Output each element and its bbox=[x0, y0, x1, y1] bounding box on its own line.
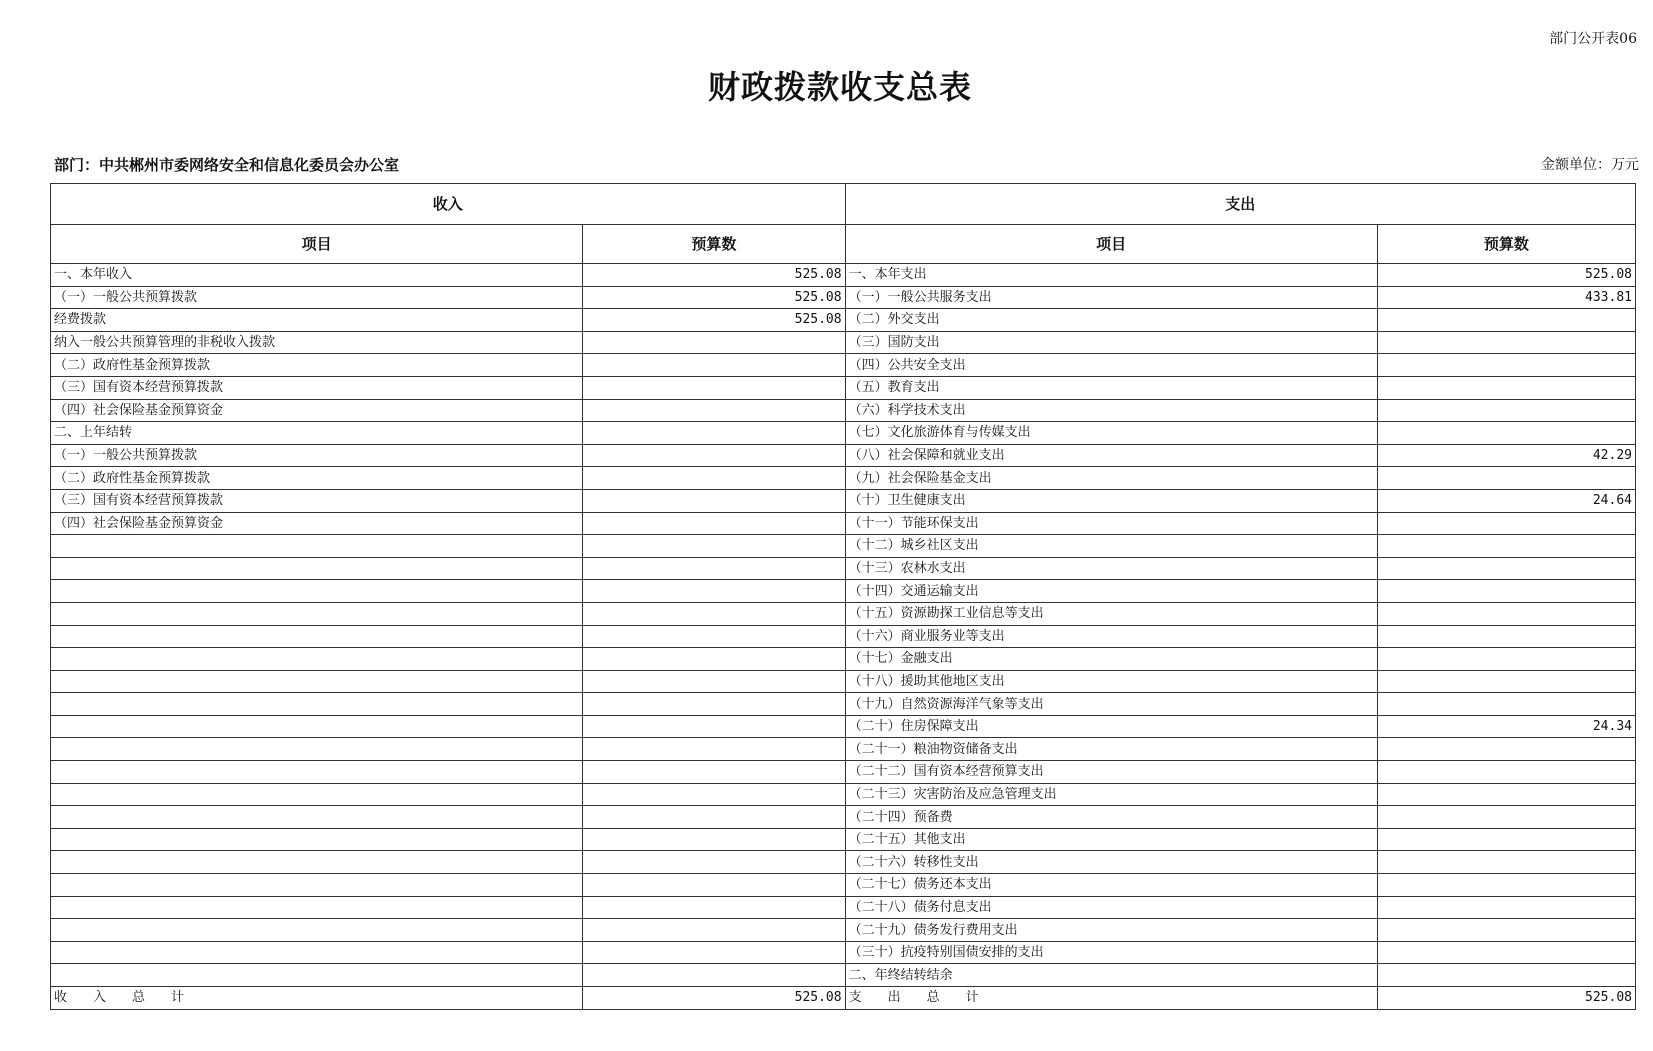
income-item-cell bbox=[51, 535, 583, 558]
expense-budget-cell bbox=[1377, 919, 1635, 942]
income-budget-cell bbox=[583, 896, 845, 919]
expense-item-cell: （二）外交支出 bbox=[845, 309, 1377, 332]
expense-item-cell: （八）社会保障和就业支出 bbox=[845, 444, 1377, 467]
income-budget-cell bbox=[583, 806, 845, 829]
expense-budget-cell bbox=[1377, 738, 1635, 761]
income-item-cell bbox=[51, 851, 583, 874]
expense-item-cell: （二十九）债务发行费用支出 bbox=[845, 919, 1377, 942]
expense-budget-cell: 525.08 bbox=[1377, 264, 1635, 287]
expense-budget-cell bbox=[1377, 828, 1635, 851]
expense-item-cell: 二、年终结转结余 bbox=[845, 964, 1377, 987]
expense-budget-cell bbox=[1377, 602, 1635, 625]
income-budget-cell bbox=[583, 964, 845, 987]
expense-total-value: 525.08 bbox=[1377, 987, 1635, 1010]
expense-budget-cell: 24.64 bbox=[1377, 489, 1635, 512]
table-row bbox=[51, 874, 1636, 897]
table-number: 部门公开表06 bbox=[1549, 31, 1637, 47]
expense-budget-cell bbox=[1377, 874, 1635, 897]
table-row bbox=[51, 489, 1636, 512]
expense-item-cell: （二十二）国有资本经营预算支出 bbox=[845, 761, 1377, 784]
income-item-cell: （三）国有资本经营预算拨款 bbox=[51, 376, 583, 399]
expense-budget-cell bbox=[1377, 896, 1635, 919]
income-budget-cell bbox=[583, 331, 845, 354]
table-row bbox=[51, 941, 1636, 964]
table-row bbox=[51, 309, 1636, 332]
income-item-cell: （四）社会保险基金预算资金 bbox=[51, 399, 583, 422]
expense-budget-cell bbox=[1377, 783, 1635, 806]
department-label: 部门：中共郴州市委网络安全和信息化委员会办公室 bbox=[54, 156, 400, 174]
table-row bbox=[51, 670, 1636, 693]
table-row bbox=[51, 467, 1636, 490]
income-item-cell bbox=[51, 580, 583, 603]
income-item-cell bbox=[51, 715, 583, 738]
income-item-cell bbox=[51, 648, 583, 671]
expense-total-label: 支 出 总 计 bbox=[845, 987, 1377, 1010]
table-row bbox=[51, 444, 1636, 467]
income-item-cell bbox=[51, 761, 583, 784]
expense-budget-header: 预算数 bbox=[1377, 225, 1635, 264]
expense-budget-cell bbox=[1377, 354, 1635, 377]
expense-budget-cell bbox=[1377, 761, 1635, 784]
income-total-value: 525.08 bbox=[583, 987, 845, 1010]
expense-item-cell: （十一）节能环保支出 bbox=[845, 512, 1377, 535]
table-row bbox=[51, 806, 1636, 829]
income-budget-header: 预算数 bbox=[583, 225, 845, 264]
income-group-header: 收入 bbox=[51, 184, 846, 225]
table-row bbox=[51, 331, 1636, 354]
table-row bbox=[51, 715, 1636, 738]
table-row bbox=[51, 964, 1636, 987]
income-item-cell bbox=[51, 738, 583, 761]
income-item-cell: （二）政府性基金预算拨款 bbox=[51, 354, 583, 377]
column-header-row bbox=[51, 225, 1636, 264]
income-item-cell bbox=[51, 783, 583, 806]
table-row bbox=[51, 919, 1636, 942]
table-row bbox=[51, 851, 1636, 874]
table-row bbox=[51, 828, 1636, 851]
income-budget-cell bbox=[583, 625, 845, 648]
expense-item-cell: （二十三）灾害防治及应急管理支出 bbox=[845, 783, 1377, 806]
unit-label: 金额单位：万元 bbox=[1541, 157, 1639, 173]
income-item-cell: （一）一般公共预算拨款 bbox=[51, 444, 583, 467]
expense-item-cell: （十八）援助其他地区支出 bbox=[845, 670, 1377, 693]
income-item-cell bbox=[51, 806, 583, 829]
income-budget-cell bbox=[583, 761, 845, 784]
expense-budget-cell: 433.81 bbox=[1377, 286, 1635, 309]
table-row bbox=[51, 648, 1636, 671]
income-item-cell bbox=[51, 874, 583, 897]
income-item-cell bbox=[51, 919, 583, 942]
income-budget-cell bbox=[583, 670, 845, 693]
expense-budget-cell bbox=[1377, 512, 1635, 535]
income-budget-cell bbox=[583, 602, 845, 625]
income-budget-cell bbox=[583, 467, 845, 490]
table-row bbox=[51, 422, 1636, 445]
table-row bbox=[51, 783, 1636, 806]
expense-budget-cell bbox=[1377, 557, 1635, 580]
income-item-cell bbox=[51, 828, 583, 851]
expense-item-cell: （三十）抗疫特别国债安排的支出 bbox=[845, 941, 1377, 964]
table-row bbox=[51, 625, 1636, 648]
expense-budget-cell bbox=[1377, 851, 1635, 874]
income-budget-cell bbox=[583, 941, 845, 964]
expense-item-cell: （十七）金融支出 bbox=[845, 648, 1377, 671]
expense-budget-cell bbox=[1377, 670, 1635, 693]
expense-item-cell: （二十七）债务还本支出 bbox=[845, 874, 1377, 897]
expense-item-cell: （十九）自然资源海洋气象等支出 bbox=[845, 693, 1377, 716]
expense-item-cell: （六）科学技术支出 bbox=[845, 399, 1377, 422]
income-budget-cell bbox=[583, 919, 845, 942]
expense-budget-cell bbox=[1377, 467, 1635, 490]
income-budget-cell bbox=[583, 738, 845, 761]
expense-item-cell: （二十一）粮油物资储备支出 bbox=[845, 738, 1377, 761]
expense-item-cell: （十三）农林水支出 bbox=[845, 557, 1377, 580]
expense-budget-cell: 42.29 bbox=[1377, 444, 1635, 467]
expense-budget-cell bbox=[1377, 625, 1635, 648]
income-item-cell bbox=[51, 557, 583, 580]
income-item-cell bbox=[51, 670, 583, 693]
income-budget-cell bbox=[583, 354, 845, 377]
expense-item-cell: （二十）住房保障支出 bbox=[845, 715, 1377, 738]
table-row bbox=[51, 264, 1636, 287]
income-item-cell: 经费拨款 bbox=[51, 309, 583, 332]
expense-budget-cell bbox=[1377, 399, 1635, 422]
table-row bbox=[51, 580, 1636, 603]
expense-item-cell: （九）社会保险基金支出 bbox=[845, 467, 1377, 490]
income-item-cell: 一、本年收入 bbox=[51, 264, 583, 287]
expense-item-cell: （二十五）其他支出 bbox=[845, 828, 1377, 851]
table-row bbox=[51, 896, 1636, 919]
income-item-cell bbox=[51, 964, 583, 987]
income-item-cell bbox=[51, 941, 583, 964]
expense-item-cell: （十二）城乡社区支出 bbox=[845, 535, 1377, 558]
expense-item-cell: （十六）商业服务业等支出 bbox=[845, 625, 1377, 648]
income-budget-cell bbox=[583, 783, 845, 806]
income-item-cell: （三）国有资本经营预算拨款 bbox=[51, 489, 583, 512]
table-row bbox=[51, 354, 1636, 377]
income-item-cell bbox=[51, 602, 583, 625]
income-item-cell bbox=[51, 693, 583, 716]
income-budget-cell bbox=[583, 422, 845, 445]
income-budget-cell bbox=[583, 489, 845, 512]
table-row bbox=[51, 761, 1636, 784]
expense-budget-cell bbox=[1377, 806, 1635, 829]
income-budget-cell bbox=[583, 693, 845, 716]
income-item-cell: 二、上年结转 bbox=[51, 422, 583, 445]
table-row bbox=[51, 738, 1636, 761]
expense-group-header: 支出 bbox=[845, 184, 1635, 225]
income-total-label: 收 入 总 计 bbox=[51, 987, 583, 1010]
expense-budget-cell bbox=[1377, 422, 1635, 445]
income-budget-cell bbox=[583, 444, 845, 467]
income-budget-cell bbox=[583, 376, 845, 399]
expense-budget-cell bbox=[1377, 535, 1635, 558]
expense-item-cell: （三）国防支出 bbox=[845, 331, 1377, 354]
expense-item-cell: （一）一般公共服务支出 bbox=[845, 286, 1377, 309]
expense-item-cell: （二十四）预备费 bbox=[845, 806, 1377, 829]
income-budget-cell: 525.08 bbox=[583, 286, 845, 309]
income-budget-cell bbox=[583, 512, 845, 535]
table-row bbox=[51, 512, 1636, 535]
income-item-cell bbox=[51, 625, 583, 648]
income-item-cell: （四）社会保险基金预算资金 bbox=[51, 512, 583, 535]
expense-budget-cell bbox=[1377, 331, 1635, 354]
table-row bbox=[51, 557, 1636, 580]
expense-budget-cell bbox=[1377, 941, 1635, 964]
table-row bbox=[51, 376, 1636, 399]
income-item-cell: （一）一般公共预算拨款 bbox=[51, 286, 583, 309]
income-budget-cell bbox=[583, 828, 845, 851]
table-row bbox=[51, 693, 1636, 716]
expense-item-cell: 一、本年支出 bbox=[845, 264, 1377, 287]
expense-item-cell: （四）公共安全支出 bbox=[845, 354, 1377, 377]
income-budget-cell bbox=[583, 874, 845, 897]
expense-item-cell: （五）教育支出 bbox=[845, 376, 1377, 399]
income-budget-cell bbox=[583, 557, 845, 580]
income-item-cell: （二）政府性基金预算拨款 bbox=[51, 467, 583, 490]
expense-item-cell: （十）卫生健康支出 bbox=[845, 489, 1377, 512]
expense-budget-cell bbox=[1377, 648, 1635, 671]
income-budget-cell bbox=[583, 535, 845, 558]
expense-item-header: 项目 bbox=[845, 225, 1377, 264]
expense-item-cell: （七）文化旅游体育与传媒支出 bbox=[845, 422, 1377, 445]
income-item-header: 项目 bbox=[51, 225, 583, 264]
expense-budget-cell: 24.34 bbox=[1377, 715, 1635, 738]
income-budget-cell: 525.08 bbox=[583, 264, 845, 287]
group-header-row bbox=[51, 184, 1636, 225]
table-row bbox=[51, 286, 1636, 309]
income-item-cell: 纳入一般公共预算管理的非税收入拨款 bbox=[51, 331, 583, 354]
expense-item-cell: （十四）交通运输支出 bbox=[845, 580, 1377, 603]
expense-budget-cell bbox=[1377, 376, 1635, 399]
income-budget-cell bbox=[583, 715, 845, 738]
budget-table bbox=[50, 183, 1636, 1010]
expense-item-cell: （十五）资源勘探工业信息等支出 bbox=[845, 602, 1377, 625]
table-row bbox=[51, 399, 1636, 422]
income-item-cell bbox=[51, 896, 583, 919]
expense-item-cell: （二十八）债务付息支出 bbox=[845, 896, 1377, 919]
table-row bbox=[51, 602, 1636, 625]
income-budget-cell bbox=[583, 399, 845, 422]
income-budget-cell bbox=[583, 851, 845, 874]
expense-budget-cell bbox=[1377, 964, 1635, 987]
expense-item-cell: （二十六）转移性支出 bbox=[845, 851, 1377, 874]
page-title: 财政拨款收支总表 bbox=[707, 68, 972, 106]
table-row bbox=[51, 535, 1636, 558]
income-budget-cell: 525.08 bbox=[583, 309, 845, 332]
expense-budget-cell bbox=[1377, 693, 1635, 716]
income-budget-cell bbox=[583, 648, 845, 671]
expense-budget-cell bbox=[1377, 309, 1635, 332]
income-budget-cell bbox=[583, 580, 845, 603]
total-row bbox=[51, 987, 1636, 1010]
expense-budget-cell bbox=[1377, 580, 1635, 603]
